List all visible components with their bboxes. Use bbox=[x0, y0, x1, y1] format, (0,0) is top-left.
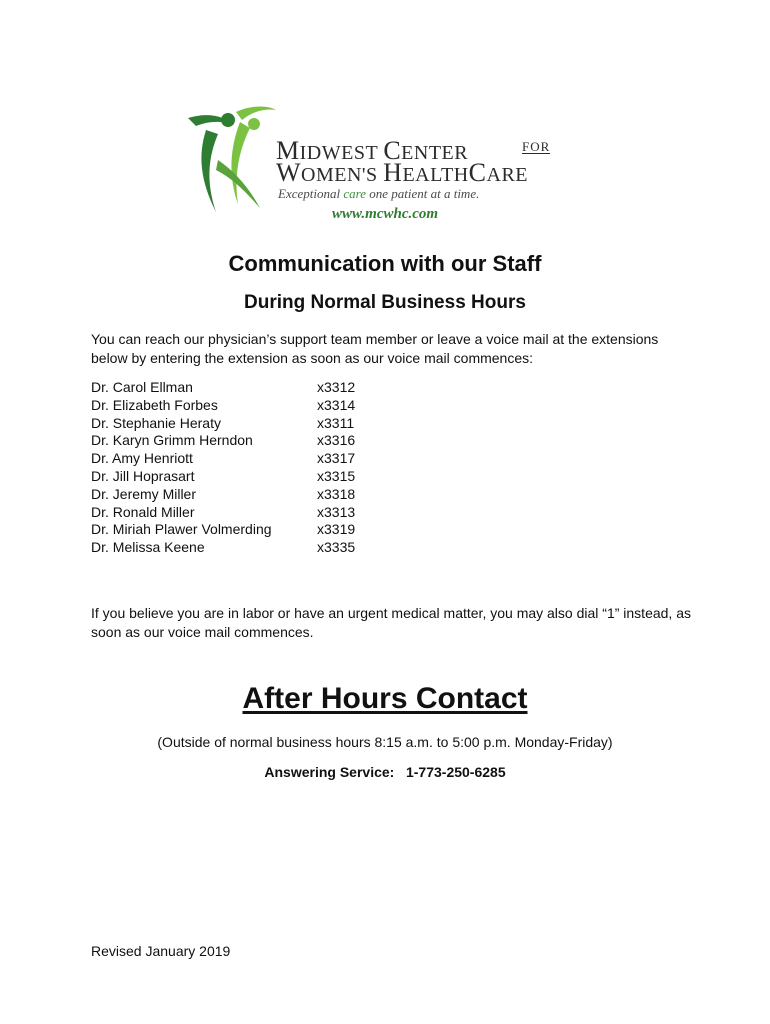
website-url: www.mcwhc.com bbox=[331, 206, 439, 222]
extension-number: x3319 bbox=[317, 521, 356, 538]
list-item bbox=[91, 504, 391, 522]
after-hours-title: After Hours Contact bbox=[242, 682, 528, 715]
physician-name: Dr. Jeremy Miller bbox=[91, 485, 197, 502]
physician-name: Dr. Melissa Keene bbox=[91, 539, 205, 556]
physician-name: Dr. Ronald Miller bbox=[91, 503, 195, 520]
list-item bbox=[91, 468, 391, 486]
physician-name: Dr. Jill Hoprasart bbox=[91, 467, 195, 484]
physician-name: Dr. Miriah Plawer Volmerding bbox=[91, 521, 272, 538]
list-item bbox=[91, 539, 391, 557]
extension-number: x3311 bbox=[317, 414, 355, 431]
logo-figures-icon bbox=[178, 100, 278, 218]
extension-number: x3312 bbox=[317, 379, 356, 395]
list-item bbox=[91, 450, 391, 468]
extension-number: x3315 bbox=[317, 467, 356, 484]
revised-date: Revised January 2019 bbox=[91, 943, 231, 959]
list-item bbox=[91, 432, 391, 450]
section-subtitle: During Normal Business Hours bbox=[244, 292, 526, 313]
extension-number: x3317 bbox=[317, 450, 356, 467]
physician-name: Dr. Carol Ellman bbox=[91, 379, 193, 395]
extension-number: x3316 bbox=[317, 432, 356, 449]
extension-number: x3314 bbox=[317, 396, 356, 413]
logo-tagline: Exceptional care one patient at a time. bbox=[278, 186, 480, 201]
list-item bbox=[91, 486, 391, 504]
extension-number: x3318 bbox=[317, 485, 356, 502]
list-item bbox=[91, 379, 391, 397]
physician-name: Dr. Karyn Grimm Herndon bbox=[91, 432, 253, 449]
logo bbox=[178, 100, 608, 218]
logo-name-line1: MIDWEST CENTER bbox=[276, 136, 469, 165]
extension-list bbox=[91, 379, 391, 557]
answering-service-text: Answering Service: 1-773-250-6285 bbox=[264, 764, 506, 780]
page-title: Communication with our Staff bbox=[228, 251, 542, 276]
extension-number: x3335 bbox=[317, 539, 356, 556]
physician-name: Dr. Amy Henriott bbox=[91, 450, 193, 467]
extension-number: x3313 bbox=[317, 503, 356, 520]
list-item bbox=[91, 397, 391, 415]
list-item bbox=[91, 521, 391, 539]
logo-name-line2: WOMEN'S HEALTHCARE bbox=[276, 158, 528, 187]
list-item bbox=[91, 415, 391, 433]
physician-name: Dr. Stephanie Heraty bbox=[91, 414, 221, 431]
urgent-paragraph: If you believe you are in labor or have an urgent medical matter, you may also dial “1” instead, as soon as our voice mail commences. bbox=[91, 605, 691, 640]
intro-paragraph: You can reach our physician’s support team member or leave a voice mail at the extensions below by entering the extension as soon as our voice mail commences: bbox=[91, 331, 659, 366]
business-hours-text: (Outside of normal business hours 8:15 a.m. to 5:00 p.m. Monday-Friday) bbox=[157, 734, 613, 750]
physician-name: Dr. Elizabeth Forbes bbox=[91, 396, 218, 413]
logo-for-text: FOR bbox=[522, 139, 551, 154]
